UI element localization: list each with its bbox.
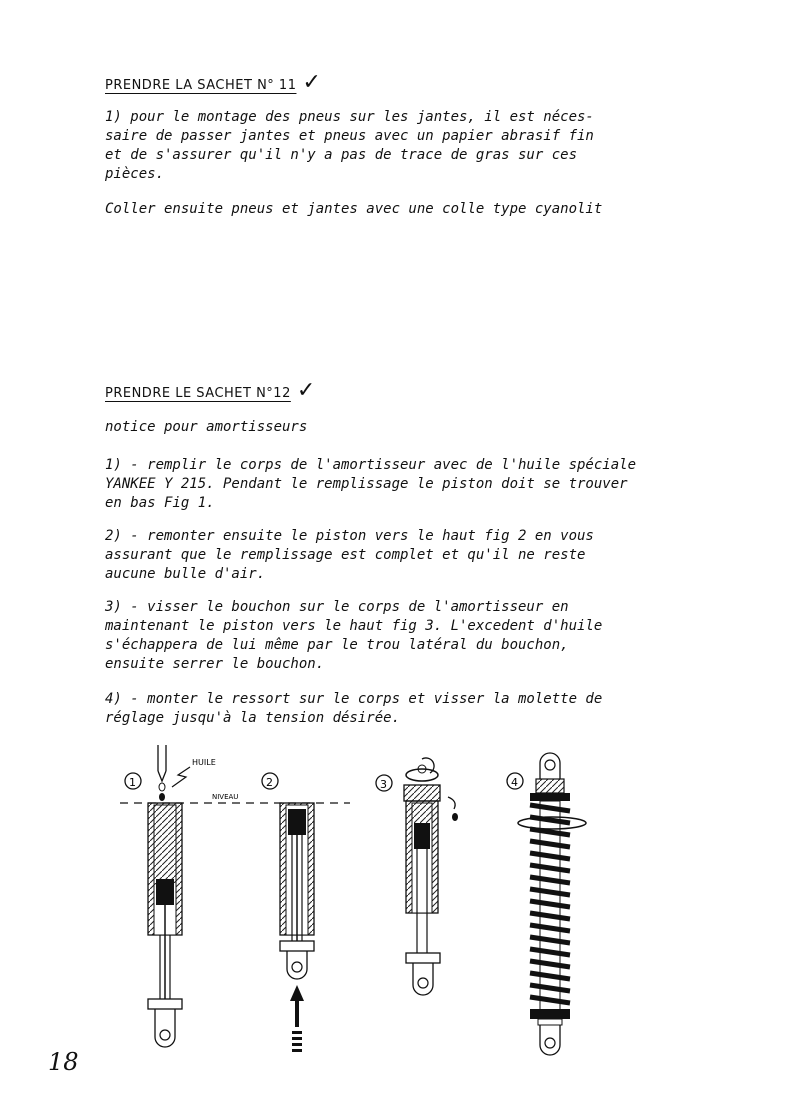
section-heading-text: PRENDRE LA SACHET N° 11 [105, 78, 297, 93]
page-number: 18 [48, 1048, 79, 1076]
section-heading-text: PRENDRE LE SACHET N°12 [105, 386, 291, 401]
checkmark-icon: ✓ [302, 70, 322, 95]
fig-2-label: 2 [266, 776, 273, 789]
fig-3-label: 3 [380, 778, 387, 791]
level-label: NIVEAU [212, 793, 239, 801]
zigzag-arrow-icon [172, 767, 190, 787]
paragraph-tires: 1) pour le montage des pneus sur les jantes, il est néces- saire de passer jantes et pneus avec un papier abrasif fin et de s'assurer qu'il n'y a pas de trace de gras sur ces pièces. [105, 109, 594, 182]
figure-3 [376, 758, 458, 995]
shock-absorber-figure [0, 745, 800, 1085]
step-2: 2) - remonter ensuite le piston vers le haut fig 2 en vous assurant que le remplissage est complet et qu'il ne reste aucune bulle d'air. [105, 528, 594, 582]
section-heading-sachet-11 [105, 70, 321, 95]
intro-text: notice pour amortisseurs [105, 419, 308, 435]
oil-label: HUILE [192, 758, 216, 767]
figure-2 [262, 773, 314, 1052]
fig-4-label: 4 [511, 776, 518, 789]
step-1: 1) - remplir le corps de l'amortisseur avec de l'huile spéciale YANKEE Y 215. Pendant le remplissage le piston doit se trouver en bas Fig 1. [105, 457, 637, 511]
section-heading-sachet-12 [105, 378, 316, 403]
figure-1 [125, 745, 216, 1047]
fig-1-label: 1 [129, 776, 136, 789]
checkmark-icon: ✓ [296, 378, 316, 403]
paragraph-glue: Coller ensuite pneus et jantes avec une colle type cyanolit [105, 201, 603, 217]
push-arrow-icon [290, 985, 304, 1027]
step-3: 3) - visser le bouchon sur le corps de l'amortisseur en maintenant le piston vers le haut fig 3. L'excedent d'huile s'échappera de lui même par le trou latéral du bouchon, ensuite serrer le bouchon. [105, 599, 603, 672]
figure-4 [507, 753, 586, 1055]
step-4: 4) - monter le ressort sur le corps et visser la molette de réglage jusqu'à la tension désirée. [105, 691, 603, 726]
